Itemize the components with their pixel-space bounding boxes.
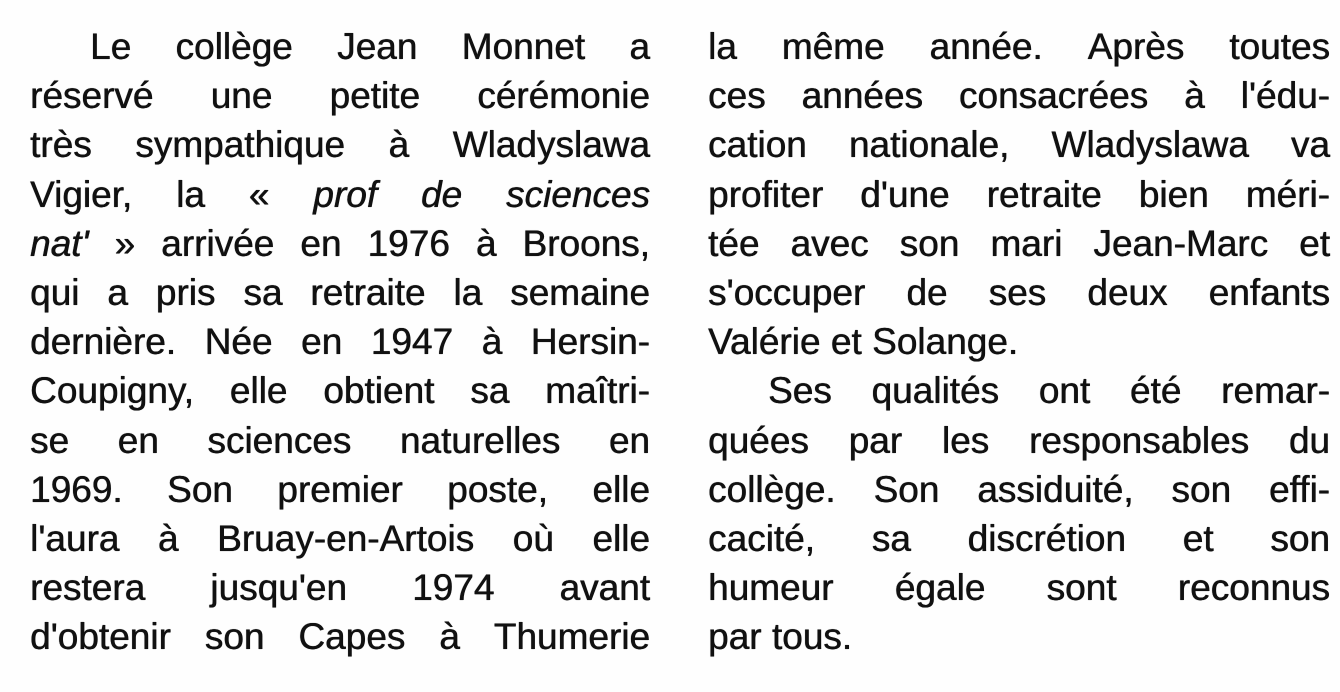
word: 1947: [370, 321, 454, 363]
word: 1969.: [30, 468, 123, 510]
text-line: [30, 120, 650, 169]
word: Son: [167, 468, 233, 510]
word: Wladyslawa: [1051, 124, 1249, 166]
word: deux: [1087, 271, 1168, 313]
word: son: [899, 222, 960, 264]
word: à: [481, 321, 503, 363]
word: une: [210, 75, 273, 117]
word: à: [157, 517, 179, 559]
word: méri-: [1245, 173, 1330, 215]
word: du: [1288, 419, 1330, 461]
word: retraite: [986, 173, 1102, 215]
text-line: [30, 612, 650, 661]
word: Thumerie: [493, 616, 650, 658]
word: ont: [1038, 370, 1091, 412]
text-line: [708, 465, 1330, 514]
word: de: [420, 173, 463, 215]
word: avec: [790, 222, 869, 264]
word: en: [300, 222, 342, 264]
word: responsables: [1028, 419, 1250, 461]
word: même: [781, 26, 885, 67]
text-line: [708, 416, 1330, 465]
word: restera: [30, 567, 146, 609]
word: 1976: [367, 222, 450, 264]
text-line: [708, 268, 1330, 317]
text-line: [30, 170, 650, 219]
word: nationale,: [848, 124, 1010, 166]
word: se: [30, 419, 70, 461]
word: Capes: [298, 616, 406, 658]
word: dernière.: [30, 321, 177, 363]
word: Solange.: [872, 321, 1019, 363]
text-line: [708, 71, 1330, 120]
word: va: [1290, 124, 1330, 166]
word: a: [629, 26, 650, 67]
word: bien: [1138, 173, 1209, 215]
word: enfants: [1208, 271, 1330, 313]
word: en: [301, 321, 343, 363]
text-line: [30, 563, 650, 612]
word: en: [117, 419, 159, 461]
word: jusqu'en: [210, 567, 347, 609]
word: elle: [229, 370, 288, 412]
word: son: [1270, 517, 1330, 559]
text-line: [30, 514, 650, 563]
word: tous.: [771, 616, 853, 658]
word: sciences: [506, 173, 650, 215]
text-line: [708, 514, 1330, 563]
word: sa: [243, 271, 283, 313]
word: cérémonie: [477, 75, 650, 117]
word: ses: [988, 271, 1047, 313]
word: «: [248, 173, 270, 215]
word: à: [439, 616, 460, 658]
word: avant: [559, 567, 650, 609]
word: et: [830, 321, 862, 363]
text-line: [708, 120, 1330, 169]
word: elle: [592, 517, 650, 559]
word: elle: [592, 468, 650, 510]
word: par: [708, 616, 762, 658]
word: consacrées: [958, 75, 1149, 117]
word: toutes: [1229, 26, 1330, 67]
word: s'occuper: [708, 271, 866, 313]
word: tée: [708, 222, 760, 264]
word: ces: [708, 75, 766, 117]
word: par: [848, 419, 903, 461]
word: la: [708, 26, 737, 67]
word: l'édu-: [1240, 75, 1330, 117]
word: d'une: [860, 173, 950, 215]
word: sa: [871, 517, 911, 559]
word: Jean-Marc: [1093, 222, 1269, 264]
word: »: [114, 222, 136, 264]
word: remar-: [1221, 370, 1330, 412]
word: sont: [1046, 567, 1117, 609]
word: à: [475, 222, 497, 264]
text-line: [708, 219, 1330, 268]
word: reconnus: [1177, 567, 1330, 609]
word: quées: [708, 419, 809, 461]
word: cacité,: [708, 517, 815, 559]
word: prof: [313, 173, 378, 215]
word: la: [176, 173, 205, 215]
word: année.: [929, 26, 1043, 67]
word: maîtri-: [545, 370, 650, 412]
word: Jean: [337, 26, 418, 67]
word: Vigier,: [30, 173, 133, 215]
word: à: [388, 124, 410, 166]
word: d'obtenir: [30, 616, 171, 658]
text-line: [30, 465, 650, 514]
text-line: [30, 71, 650, 120]
word: réservé: [30, 75, 154, 117]
word: Le: [90, 26, 132, 67]
word: profiter: [708, 173, 824, 215]
text-line: [708, 170, 1330, 219]
word: naturelles: [399, 419, 561, 461]
word: premier: [277, 468, 403, 510]
word: égale: [894, 567, 986, 609]
text-line: [30, 219, 650, 268]
word: obtient: [323, 370, 435, 412]
word: Après: [1087, 26, 1185, 67]
word: collège: [175, 26, 293, 67]
word: collège.: [708, 468, 836, 510]
word: Coupigny,: [30, 370, 194, 412]
word: pris: [155, 271, 216, 313]
word: retraite: [310, 271, 426, 313]
word: petite: [329, 75, 421, 117]
word: en: [608, 419, 650, 461]
text-line: [30, 416, 650, 465]
article-column-left: [30, 22, 650, 661]
word: où: [512, 517, 554, 559]
word: l'aura: [30, 517, 120, 559]
text-line: [708, 563, 1330, 612]
word: qui: [30, 271, 80, 313]
word: Hersin-: [530, 321, 650, 363]
word: années: [801, 75, 923, 117]
word: les: [941, 419, 990, 461]
text-line: [708, 612, 1330, 661]
word: sympathique: [135, 124, 345, 166]
word: été: [1129, 370, 1182, 412]
word: qualités: [871, 370, 1000, 412]
word: a: [107, 271, 128, 313]
text-line: [708, 22, 1330, 71]
word: humeur: [708, 567, 834, 609]
word: cation: [708, 124, 807, 166]
word: assiduité,: [977, 468, 1134, 510]
word: son: [204, 616, 265, 658]
word: mari: [990, 222, 1063, 264]
word: sciences: [207, 419, 352, 461]
word: Son: [873, 468, 940, 510]
word: très: [30, 124, 92, 166]
text-line: [30, 317, 650, 366]
text-line: [30, 22, 650, 71]
word: la: [453, 271, 483, 313]
word: effi-: [1268, 468, 1330, 510]
word: et: [1182, 517, 1214, 559]
word: discrétion: [967, 517, 1126, 559]
word: arrivée: [161, 222, 275, 264]
word: Ses: [768, 370, 832, 412]
word: Monnet: [461, 26, 586, 67]
word: Bruay-en-Artois: [217, 517, 475, 559]
text-line: [30, 268, 650, 317]
word: Née: [204, 321, 273, 363]
word: Broons,: [522, 222, 650, 264]
word: et: [1299, 222, 1330, 264]
word: à: [1184, 75, 1205, 117]
text-line: [708, 317, 1330, 366]
word: sa: [470, 370, 510, 412]
word: de: [906, 271, 948, 313]
word: nat': [30, 222, 89, 264]
word: poste,: [447, 468, 548, 510]
article-column-right: [708, 22, 1330, 661]
word: Valérie: [708, 321, 821, 363]
word: son: [1171, 468, 1232, 510]
word: 1974: [412, 567, 495, 609]
text-line: [708, 366, 1330, 415]
word: semaine: [510, 271, 650, 313]
text-line: [30, 366, 650, 415]
word: Wladyslawa: [452, 124, 650, 166]
